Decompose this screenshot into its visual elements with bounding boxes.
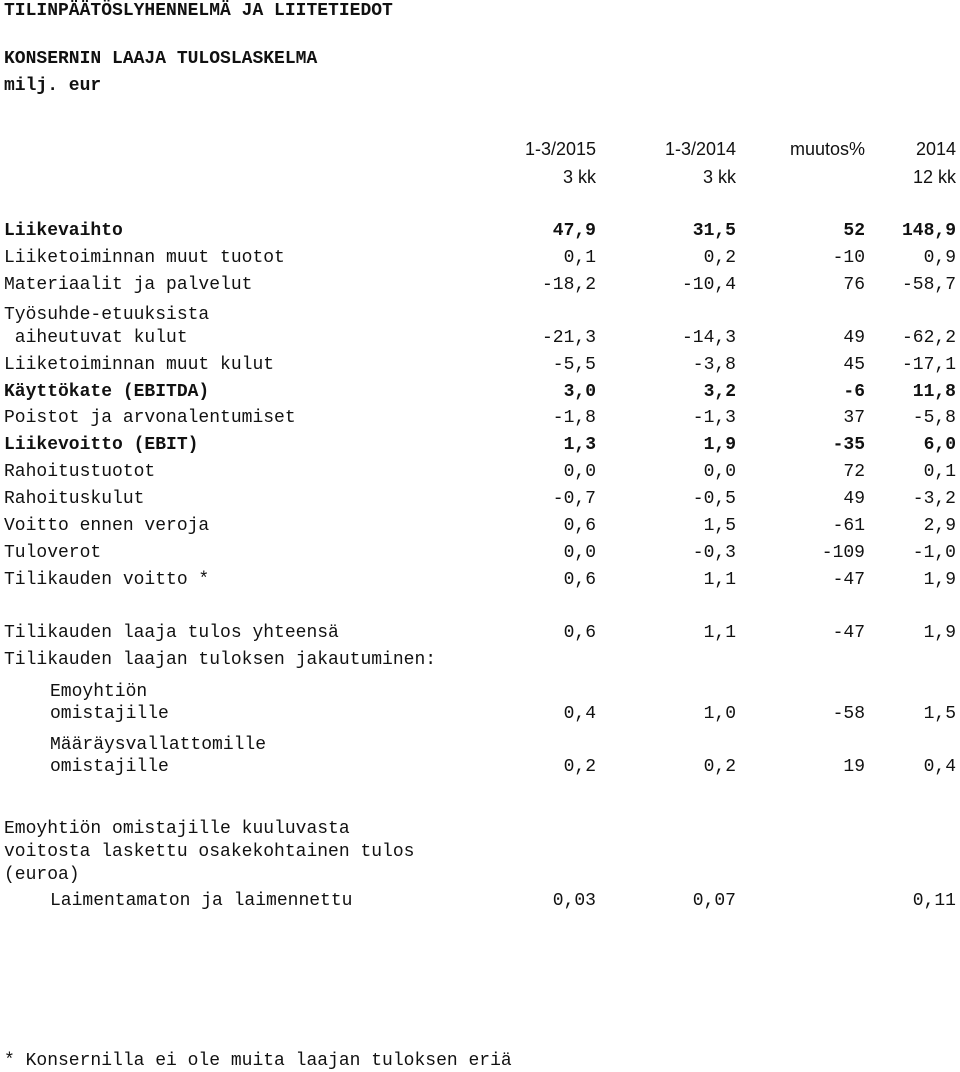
row-value: -47	[832, 570, 865, 590]
minority-owners-value: 19	[843, 757, 865, 777]
comprehensive-total-value: 1,9	[923, 623, 956, 643]
row-value: -0,5	[692, 489, 736, 509]
row-value: -109	[821, 543, 865, 563]
row-label: Rahoituskulut	[4, 489, 145, 509]
parent-owners-value: 1,5	[923, 704, 956, 724]
row-value: 1,5	[703, 516, 736, 536]
row-value: 49	[843, 489, 865, 509]
minority-owners-label: Määräysvallattomille	[50, 735, 267, 755]
row-value: 47,9	[552, 221, 596, 241]
row-value: 11,8	[912, 382, 956, 402]
row-label: Liikevaihto	[4, 221, 123, 241]
row-value: -10,4	[681, 275, 736, 295]
row-value: -14,3	[681, 328, 736, 348]
eps-heading-line: Emoyhtiön omistajille kuuluvasta	[4, 819, 350, 839]
parent-owners-label: Emoyhtiön	[50, 682, 148, 702]
parent-owners-value: -58	[832, 704, 865, 724]
eps-value: 0,03	[552, 891, 596, 911]
parent-owners-value: 1,0	[703, 704, 736, 724]
row-value: 3,2	[703, 382, 736, 402]
row-value: -0,7	[552, 489, 596, 509]
document-title: TILINPÄÄTÖSLYHENNELMÄ JA LIITETIEDOT	[4, 1, 393, 21]
row-value: -1,3	[692, 408, 736, 428]
row-value: 76	[843, 275, 865, 295]
row-value: 37	[843, 408, 865, 428]
row-label: Poistot ja arvonalentumiset	[4, 408, 296, 428]
row-label: Käyttökate (EBITDA)	[4, 382, 210, 402]
row-label: Tuloverot	[4, 543, 102, 563]
minority-owners-value: 0,2	[703, 757, 736, 777]
comprehensive-total-value: 0,6	[563, 623, 596, 643]
row-value: 45	[843, 355, 865, 375]
row-label: Liikevoitto (EBIT)	[4, 435, 199, 455]
row-value: -3,2	[912, 489, 956, 509]
row-value: -3,8	[692, 355, 736, 375]
column-header-1-3-2014: 1-3/2014	[664, 139, 736, 159]
row-value: 1,3	[563, 435, 596, 455]
row-value: -58,7	[901, 275, 956, 295]
row-label: Materiaalit ja palvelut	[4, 275, 253, 295]
eps-heading-line: voitosta laskettu osakekohtainen tulos	[4, 842, 415, 862]
minority-owners-value: 0,2	[563, 757, 596, 777]
footnote: * Konsernilla ei ole muita laajan tuloksen eriä	[4, 1051, 512, 1071]
row-value: 148,9	[901, 221, 956, 241]
column-header-change-pct: muutos%	[789, 139, 865, 159]
row-value: -61	[832, 516, 865, 536]
column-header-1-3-2015: 1-3/2015	[524, 139, 596, 159]
row-label: Rahoitustuotot	[4, 462, 156, 482]
eps-value: 0,11	[912, 891, 956, 911]
distribution-label: Tilikauden laajan tuloksen jakautuminen:	[4, 650, 437, 670]
row-label: Työsuhde-etuuksista	[4, 305, 210, 325]
row-label: Liiketoiminnan muut kulut	[4, 355, 275, 375]
row-value: 0,0	[563, 543, 596, 563]
row-value: 0,6	[563, 570, 596, 590]
row-value: -1,0	[912, 543, 956, 563]
row-value: 31,5	[692, 221, 736, 241]
row-value: -5,8	[912, 408, 956, 428]
eps-heading-line: (euroa)	[4, 865, 80, 885]
row-value: -5,5	[552, 355, 596, 375]
row-value: 6,0	[923, 435, 956, 455]
row-value: 1,9	[703, 435, 736, 455]
row-value: 2,9	[923, 516, 956, 536]
row-label-continuation: aiheutuvat kulut	[4, 328, 188, 348]
row-value: 1,9	[923, 570, 956, 590]
row-value: 52	[843, 221, 865, 241]
column-header-2014: 2014	[915, 139, 956, 159]
column-subheader-1: 3 kk	[562, 167, 596, 187]
row-value: 72	[843, 462, 865, 482]
row-value: -62,2	[901, 328, 956, 348]
row-value: 0,0	[703, 462, 736, 482]
row-value: 0,1	[923, 462, 956, 482]
minority-owners-label-continuation: omistajille	[50, 757, 169, 777]
statement-title: KONSERNIN LAAJA TULOSLASKELMA	[4, 49, 318, 69]
row-value: -35	[832, 435, 865, 455]
column-subheader-4: 12 kk	[912, 167, 956, 187]
column-subheader-2: 3 kk	[702, 167, 736, 187]
minority-owners-value: 0,4	[923, 757, 956, 777]
parent-owners-value: 0,4	[563, 704, 596, 724]
row-value: 0,0	[563, 462, 596, 482]
row-value: 0,1	[563, 248, 596, 268]
unit-label: milj. eur	[4, 76, 102, 96]
row-value: -0,3	[692, 543, 736, 563]
comprehensive-total-value: -47	[832, 623, 865, 643]
row-value: 1,1	[703, 570, 736, 590]
comprehensive-total-label: Tilikauden laaja tulos yhteensä	[4, 623, 339, 643]
row-value: -21,3	[541, 328, 596, 348]
row-value: -1,8	[552, 408, 596, 428]
row-value: 0,2	[703, 248, 736, 268]
row-value: 49	[843, 328, 865, 348]
row-label: Voitto ennen veroja	[4, 516, 210, 536]
row-label: Tilikauden voitto *	[4, 570, 210, 590]
row-value: 3,0	[563, 382, 596, 402]
eps-value: 0,07	[692, 891, 736, 911]
row-value: -6	[843, 382, 865, 402]
row-value: -18,2	[541, 275, 596, 295]
row-value: -10	[832, 248, 865, 268]
row-value: 0,9	[923, 248, 956, 268]
row-label: Liiketoiminnan muut tuotot	[4, 248, 285, 268]
eps-row-label: Laimentamaton ja laimennettu	[50, 891, 353, 911]
parent-owners-label-continuation: omistajille	[50, 704, 169, 724]
row-value: -17,1	[901, 355, 956, 375]
row-value: 0,6	[563, 516, 596, 536]
comprehensive-total-value: 1,1	[703, 623, 736, 643]
